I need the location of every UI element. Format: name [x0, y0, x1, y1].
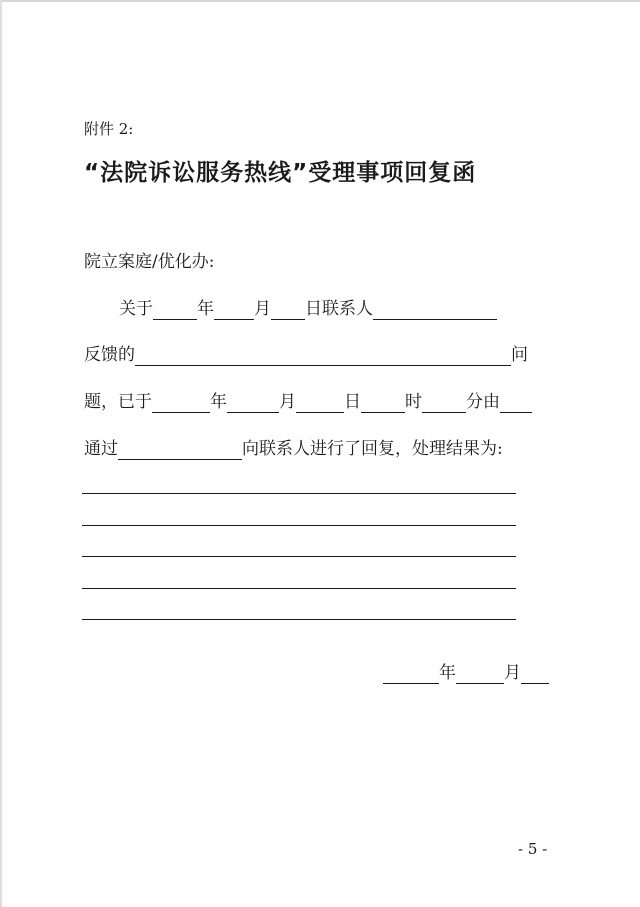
sign-year-label: 年: [439, 663, 456, 683]
result-line: [82, 493, 516, 494]
day-label: 日: [344, 392, 361, 412]
month-blank: [214, 299, 254, 320]
year-label: 年: [210, 392, 227, 412]
result-line: [82, 556, 516, 557]
signature-date: [383, 662, 549, 684]
sign-month-label: 月: [504, 663, 521, 683]
about-prefix: 关于: [119, 299, 153, 319]
day-blank: [296, 392, 344, 413]
sign-year-blank: [383, 663, 439, 684]
form-line-about: [119, 298, 497, 320]
handler-blank: [500, 392, 532, 413]
minute-by-label: 分由: [466, 392, 500, 412]
hour-blank: [361, 392, 405, 413]
feedback-prefix: 反馈的: [84, 345, 135, 365]
result-line: [82, 525, 516, 526]
page-number: - 5 -: [518, 840, 548, 858]
day-blank: [271, 299, 305, 320]
hour-label: 时: [405, 392, 422, 412]
month-blank: [227, 392, 279, 413]
feedback-suffix: 问: [511, 345, 528, 365]
sign-month-blank: [456, 663, 504, 684]
minute-blank: [422, 392, 466, 413]
year-label: 年: [197, 299, 214, 319]
scan-edge: [0, 0, 640, 2]
via-suffix: 向联系人进行了回复，处理结果为:: [242, 439, 503, 459]
result-line: [82, 588, 516, 589]
contact-blank: [373, 299, 497, 320]
scan-edge: [0, 0, 2, 907]
attachment-label: 附件 2:: [84, 120, 134, 138]
year-blank: [152, 392, 210, 413]
result-line: [82, 619, 516, 620]
via-prefix: 通过: [84, 439, 118, 459]
form-line-replied: [84, 391, 532, 413]
replied-prefix: 题，已于: [84, 392, 152, 412]
recipient-line: 院立案庭/优化办:: [84, 252, 215, 272]
year-blank: [153, 299, 197, 320]
page-title: “法院诉讼服务热线”受理事项回复函: [84, 160, 477, 186]
sign-day-blank: [521, 663, 549, 684]
month-label: 月: [279, 392, 296, 412]
day-contact-label: 日联系人: [305, 299, 373, 319]
form-line-feedback: [84, 344, 528, 366]
method-blank: [118, 439, 242, 460]
month-label: 月: [254, 299, 271, 319]
issue-blank: [135, 345, 511, 366]
form-line-via: [84, 438, 503, 460]
